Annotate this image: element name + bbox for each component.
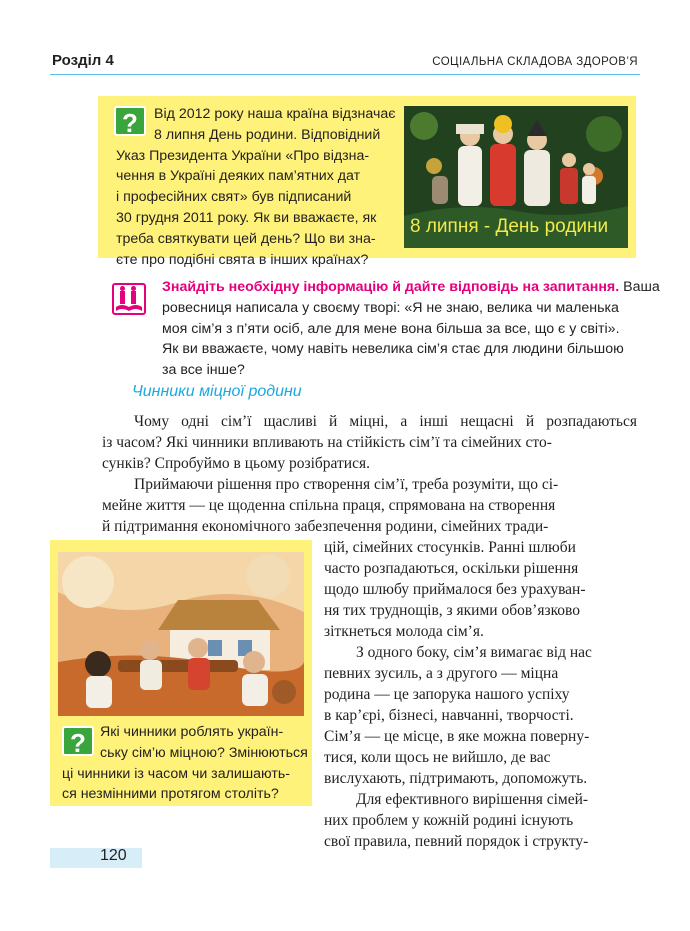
- text-line: моя сім’я з п’яти осіб, але для мене вона більша за все, що є у світі».: [162, 320, 620, 337]
- text-line: них проблем у кожній родині існують: [324, 812, 574, 829]
- text-line: Для ефективного вирішення сімей-: [356, 791, 589, 808]
- text-line: в кар’єрі, бізнесі, навчанні, творчості.: [324, 707, 574, 724]
- illustration-caption: 8 липня - День родини: [410, 216, 609, 237]
- question-icon: ?: [114, 106, 146, 136]
- text-line: 30 грудня 2011 року. Як ви вважаєте, як: [116, 209, 377, 226]
- village-illustration: [58, 552, 304, 716]
- text-line: Які чинники роблять україн-: [100, 724, 284, 740]
- text-line: із часом? Які чинники впливають на стійкість сім’ї та сімейних сто-: [102, 434, 552, 451]
- text-line: ровесниця написала у своєму творі: «Я не знаю, велика чи маленька: [162, 299, 619, 316]
- text-line: певних зусиль, а з другого — міцна: [324, 665, 559, 682]
- task-lead: Знайдіть необхідну інформацію й дайте відповідь на запитання.: [162, 279, 620, 295]
- text-line: родина — це запорука нашого успіху: [324, 686, 570, 703]
- text-line: ня тих труднощів, з якими обов’язково: [324, 602, 581, 619]
- village-picture: [58, 552, 304, 716]
- text-line: і професійних свят» був підписаний: [116, 189, 352, 206]
- text-line: тися, коли щось не вийшло, де вас: [324, 749, 551, 766]
- text-line: Як ви вважаєте, чому навіть невелика сім’я стає для людини більшою: [162, 341, 624, 358]
- task-line-rest: Ваша: [623, 279, 660, 295]
- text-line: З одного боку, сім’я вимагає від нас: [356, 644, 592, 661]
- text-line: Сім’я — це місце, в яке можна поверну-: [324, 728, 590, 745]
- page-number-band: [50, 848, 142, 868]
- text-line: Від 2012 року наша країна відзначає: [154, 106, 396, 122]
- text-line: мейне життя — це щоденна спільна праця, спрямована на створення: [102, 497, 556, 514]
- question-box-text: [116, 104, 406, 270]
- text-line: ці чинники із часом чи залишають-: [62, 765, 290, 782]
- text-line: чення в Україні деяких пам’ятних дат: [116, 168, 361, 185]
- text-line: єте про подібні свята в інших країнах?: [116, 251, 369, 268]
- text-line: часто розпадаються, оскільки рішення: [324, 560, 579, 577]
- text-line: Приймаючи рішення про створення сім’ї, треба розуміти, що сі-: [134, 476, 559, 493]
- question-icon: ?: [62, 726, 94, 756]
- text-line: зіткнеться молода сім’я.: [324, 623, 484, 640]
- text-line: сунків? Спробуймо в цьому розібратися.: [102, 455, 370, 472]
- question-box-text: [62, 722, 312, 805]
- text-line: свої правила, певний порядок і структу-: [324, 833, 589, 850]
- book-info-icon: [112, 283, 146, 315]
- page-number: 120: [100, 847, 127, 864]
- text-line: щодо шлюбу приймалося без урахуван-: [324, 581, 586, 598]
- section-heading: Чинники міцної родини: [132, 383, 302, 400]
- text-line: цій, сімейних стосунків. Ранні шлюби: [324, 539, 576, 556]
- text-line: ся незмінними протягом століть?: [62, 786, 279, 803]
- chapter-title: СОЦІАЛЬНА СКЛАДОВА ЗДОРОВ’Я: [432, 56, 638, 68]
- text-line: ську сім’ю міцною? Змінюються: [100, 744, 308, 761]
- text-line: й підтримання економічного забезпечення родини, сімейних тради-: [102, 518, 549, 535]
- header-divider: [50, 74, 640, 75]
- text-line: Чому одні сім’ї щасливі й міцні, а інші нещасні й розпадаються: [134, 413, 637, 430]
- task-text: [162, 277, 660, 381]
- family-day-illustration: [404, 106, 628, 248]
- text-line: за все інше?: [162, 362, 245, 379]
- text-line: 8 липня День родини. Відповідний: [154, 126, 381, 143]
- text-line: вислухають, підтримають, допоможуть.: [324, 770, 588, 787]
- text-line: треба святкувати цей день? Що ви зна-: [116, 230, 376, 247]
- section-label: Розділ 4: [52, 52, 114, 69]
- text-line: Указ Президента України «Про відзна-: [116, 147, 370, 164]
